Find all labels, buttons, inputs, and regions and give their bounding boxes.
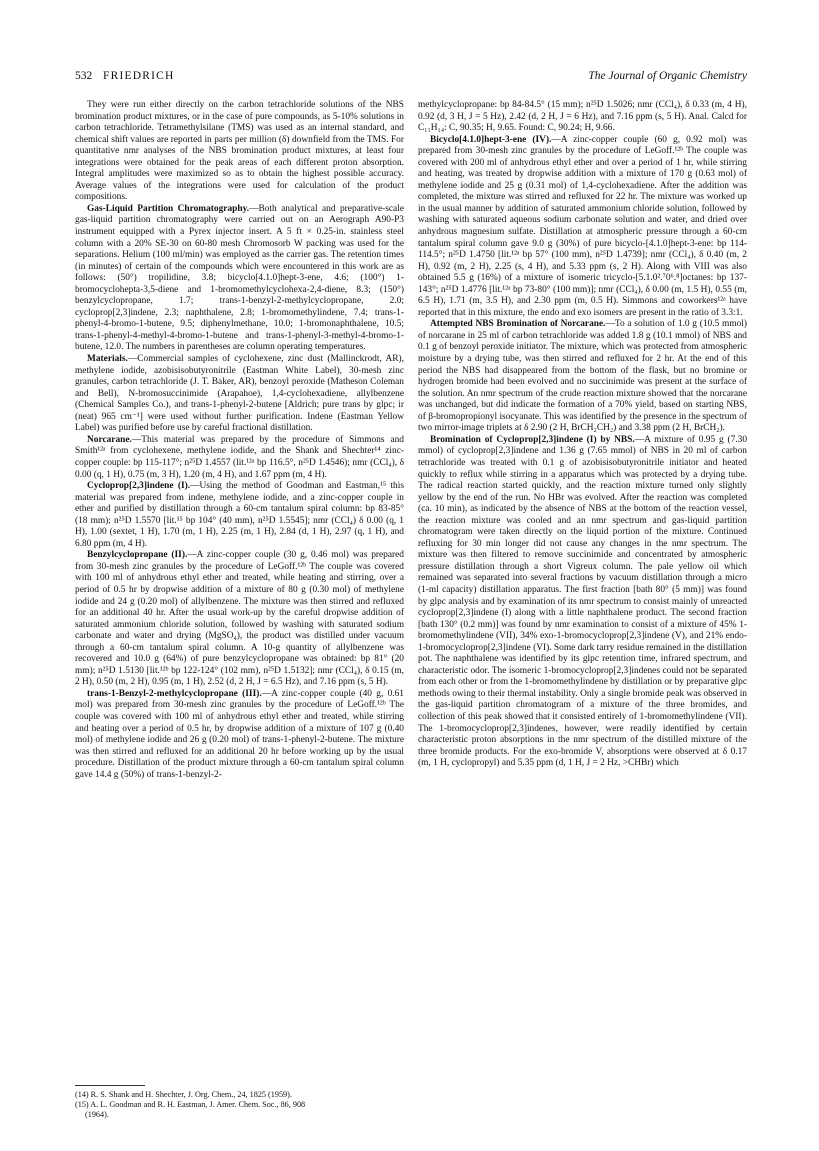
- page-header: [75, 70, 747, 88]
- paragraph: [418, 435, 747, 770]
- section-heading: Cycloprop[2,3]indene (I).: [87, 481, 191, 492]
- paragraph: [418, 319, 747, 434]
- paragraph: [75, 435, 404, 481]
- section-heading: Materials.: [87, 354, 128, 365]
- section-heading: Benzylcyclopropane (II).: [87, 550, 188, 561]
- section-heading: Bicyclo[4.1.0]hept-3-ene (IV).: [430, 134, 552, 145]
- paragraph: [418, 100, 747, 135]
- paragraph: [75, 481, 404, 550]
- section-heading: Attempted NBS Bromination of Norcarane.: [430, 319, 606, 330]
- paragraph: [75, 689, 404, 781]
- paragraph: [418, 135, 747, 320]
- footnote-15-continued: (1964).: [85, 1110, 109, 1119]
- paragraph-text: —Both analytical and preparative-scale gas-liquid partition chromatography were carried out on an Aerograph A90-P3 instrument equipped with a Pyrex injector insert. A 5 ft × 0.25-in. stainless steel column with a 20% SE-30 on 60-80 mesh Chromosorb W packing was used for the separations. Helium (100 ml/min) was employed as the carrier gas. The retention times (in minutes) of certain of the compounds which were encountered in this work are as follows: (50°) tropilidine, 3.8; bicyclo[4.1.0]hept-3-ene, 4.6; (100°) 1-bromocyclohepta-3,5-diene and 1-bromomethylcyclohexa-2,4-diene, 8.3; (150°) benzylcyclopropane, 1.7; trans-1-benzyl-2-methylcyclopropane, 2.0; cycloprop[2,3]indene, 2.3; naphthalene, 2.8; 1-bromomethylindene, 7.4; trans-1-phenyl-4-bromo-1-butene, 9.5; diphenylmethane, 10.0; 1-bromonaphthalene, 10.5; trans-1-phenyl-4-methyl-4-bromo-1-butene and trans-1-phenyl-3-methyl-4-bromo-1-butene, 12.0. The numbers in parentheses are column operating temperatures.: [75, 203, 404, 353]
- paragraph-text: They were run either directly on the carbon tetrachloride solutions of the NBS bromination product mixtures, or in the case of pure compounds, as 5-10% solutions in carbon tetrachloride. Tetramethylsilane (TMS) was used as an internal standard, and chemical shift values are reported in parts per million (δ) downfield from the TMS. For quantitative nmr analyses of the NBS bromination product mixtures, at least four integrations were obtained for the peak areas of each different proton absorption. Integral amplitudes were maximized so as to obtain the highest possible accuracy. Average values of the integrations were used for calculation of the product compositions.: [75, 100, 404, 203]
- paragraph-text: —A mixture of 0.95 g (7.30 mmol) of cycloprop[2,3]indene and 1.36 g (7.65 mmol) of NBS in 20 ml of carbon tetrachloride was treated with 0.1 g of azobisisobutyronitrile initiator and heated quickly to reflux while stirring in a apparatus which was protected by a drying tube. The radical reaction started quickly, and the reaction mixture turned only slightly yellow by the end of the run. No HBr was evolved. After the reaction was completed (ca. 10 min), as indicated by the absence of NBS at the bottom of the reaction vessel, the reaction mixture was cooled and an nmr spectrum and gas-liquid partition chromatogram were taken directly on the liquid portion of the mixture. Continued refluxing for 30 min longer did not cause any changes in the nmr spectrum. The mixture was then filtered to remove succinimide and concentrated by atmospheric pressure distillation through a short Vigreux column. The pale yellow oil which remained was separated into several fractions by vacuum distillation through a micro (1-ml capacity) distillation apparatus. The first fraction [bath 80° (5 mm)] was found by glpc analysis and by examination of its nmr spectrum to consist mainly of unreacted cycloprop[2,3]indene (I) along with a little naphthalene product. The second fraction [bath 130° (0.2 mm)] was found by nmr examination to consist of a mixture of 45% 1-bromomethylindene (VII), 34% exo-1-bromocycloprop[2,3]indene (V), and 21% endo-1-bromocycloprop[2,3]indene (VI). Some dark tarry residue remained in the distillation pot. The naphthalene was identified by its glpc retention time, infrared spectrum, and characteristic odor. The isomeric 1-bromocycloprop[2,3]indenes could not be separated from each other or from the 1-bromomethylindene by distillation or by preparative glpc methods owing to their thermal instability. Only a single bromide peak was observed in the gas-liquid partition chromatogram of a mixture of the three bromides, and collection of this peak showed that it consisted entirely of 1-bromomethylindene (VII). The 1-bromocycloprop[2,3]indenes, however, were readily identified by certain characteristic proton absorptions in the nmr spectrum of the distilled mixture of the three bromide products. For the exo-bromide V, absorptions were observed at δ 0.17 (m, 1 H, cyclopropyl) and 5.35 ppm (d, 1 H, J = 2 Hz, >CHBr) which: [418, 434, 748, 769]
- section-heading: Gas-Liquid Partition Chromatography.: [87, 203, 250, 214]
- paragraph-text: —To a solution of 1.0 g (10.5 mmol) of norcarane in 25 ml of carbon tetrachloride was added 1.8 g (10.1 mmol) of NBS and 0.1 g of benzoyl peroxide initiator. The mixture, which was protected from atmospheric moisture by a drying tube, was then stirred and refluxed for 2 hr. At the end of this period the NBS had disappeared from the bottom of the flask, but no bromine or hydrogen bromide had been evolved and no succinimide was present at the surface of the solution. An nmr spectrum of the crude reaction mixture showed that the norcarane was unchanged, but did indicate the formation of a 70% yield, based on starting NBS, of β-bromopropionyl isocyanate. This was identified by the presence in the spectrum of two mirror-image triplets at δ 2.90 (2 H, BrCH₂CH₂) and 3.38 ppm (2 H, BrCH₂).: [418, 319, 748, 434]
- right-column: [418, 100, 747, 770]
- paragraph-text: —Commercial samples of cyclohexene, zinc dust (Mallinckrodt, AR), methylene iodide, azobisisobutyronitrile (Eastman White Label), 30-mesh zinc granules, carbon tetrachloride (J. T. Baker, AR), benzoyl peroxide (Matheson Coleman and Bell), N-bromosuccinimide (Arapahoe), 1,4-cyclohexadiene, allylbenzene (Chemical Samples Co.), and trans-1-phenyl-2-butene [Aldrich; pure trans by glpc; ir (neat) 965 cm⁻¹] were used without further purification. Indene (Eastman Yellow Label) was purified before use by careful fractional distillation.: [75, 354, 404, 434]
- paragraph: [75, 354, 404, 435]
- paragraph-text: —A zinc-copper couple (40 g, 0.61 mol) was prepared from 30-mesh zinc granules by the procedure of LeGoff.¹²ᵇ The couple was covered with 100 ml of anhydrous ethyl ether and treated, while stirring and heating over a period of 0.5 hr, by dropwise addition of a mixture of 107 g (0.40 mol) of methylene iodide and 26 g (0.20 mol) of trans-1-phenyl-2-butene. The mixture was then stirred and refluxed for an additional 20 hr before working up by the usual procedure. Distillation of the product mixture through a 60-cm tantalum spiral column gave 14.4 g (50%) of trans-1-benzyl-2-: [75, 688, 404, 780]
- paragraph-text: —A zinc-copper couple (30 g, 0.46 mol) was prepared from 30-mesh zinc granules by the procedure of LeGoff.¹²ᵇ The couple was covered with 100 ml of anhydrous ethyl ether and treated, while heating and stirring, over a period of 0.5 hr by dropwise addition of a mixture of 80 g (0.30 mol) of methylene iodide and 24 g (0.20 mol) of allylbenzene. The mixture was then stirred and refluxed for an additional 40 hr. After the usual work-up by the careful dropwise addition of saturated ammonium chloride solution, followed by washing with saturated sodium carbonate and water and drying (MgSO₄), the product was distilled under vacuum through a 60-cm tantalum spiral column. A 10-g quantity of allylbenzene was recovered and 10.0 g (64%) of pure benzylcyclopropane was obtained: bp 81° (20 mm); n²⁵D 1.5130 [lit.¹²ᵇ bp 122-124° (102 mm), n²⁵D 1.5132]; nmr (CCl₄), δ 0.15 (m, 2 H), 0.50 (m, 2 H), 0.95 (m, 1 H), 2.52 (d, 2 H, J = 6.5 Hz), and 7.16 ppm (s, 5 H).: [75, 550, 404, 688]
- section-heading: Norcarane.: [87, 434, 132, 445]
- paragraph-text: —Using the method of Goodman and Eastman,¹⁵ this material was prepared from indene, methylene iodide, and a zinc-copper couple in ether and purified by distillation through a 60-cm tantalum spiral column: bp 83-85° (18 mm); n²⁵D 1.5570 [lit.¹⁵ bp 104° (40 mm), n²⁵D 1.5545]; nmr (CCl₄) δ 0.00 (q, 1 H), 1.00 (sextet, 1 H), 1.70 (m, 1 H), 2.25 (m, 1 H), 2.84 (d, 1 H), 2.97 (q, 1 H), and 6.80 ppm (m, 4 H).: [75, 481, 404, 549]
- section-heading: trans-1-Benzyl-2-methylcyclopropane (III).: [87, 688, 262, 699]
- left-column: [75, 100, 404, 781]
- page-number: 532: [75, 70, 93, 82]
- journal-title: The Journal of Organic Chemistry: [588, 70, 747, 82]
- section-heading: Bromination of Cycloprop[2,3]indene (I) by NBS.: [430, 434, 635, 445]
- footnote-15: (15) A. L. Goodman and R. H. Eastman, J. Amer. Chem. Soc., 86, 908: [75, 1100, 306, 1109]
- footnotes: [75, 1090, 404, 1120]
- footnote-divider: [75, 1085, 145, 1086]
- paragraph-text: methylcyclopropane: bp 84-84.5° (15 mm); n²⁵D 1.5026; nmr (CCl₄), δ 0.33 (m, 4 H), 0.92 (d, 3 H, J = 5 Hz), 2.42 (d, 2 H, J = 6 Hz), and 7.16 ppm (s, 5 H). Anal. Calcd for C₁₁H₁₄: C, 90.35; H, 9.65. Found: C, 90.24; H, 9.66.: [418, 100, 747, 134]
- paragraph-text: —This material was prepared by the procedure of Simmons and Smith¹²ᵃ from cyclohexene, methylene iodide, and the Shank and Shechter¹⁴ zinc-copper couple: bp 115-117°; n²⁵D 1.4557 (lit.¹²ᵃ bp 116.5°, n²⁵D 1.4546); nmr (CCl₄), δ 0.00 (q, 1 H), 0.75 (m, 3 H), 1.20 (m, 4 H), and 1.67 ppm (m, 4 H).: [75, 434, 404, 480]
- paragraph-text: —A zinc-copper couple (60 g, 0.92 mol) was prepared from 30-mesh zinc granules by the procedure of LeGoff.¹²ᵇ The couple was covered with 200 ml of anhydrous ethyl ether and over a period of 1 hr, while stirring and heating, was treated by dropwise addition with a mixture of 170 g (0.63 mol) of methylene iodide and 25 g (0.31 mol) of 1,4-cyclohexadiene. After the addition was completed, the mixture was stirred and refluxed for 22 hr. The mixture was worked up in the usual manner by addition of saturated ammonium chloride solution, followed by washing with saturated aqueous sodium carbonate solution and water, and dried over anhydrous magnesium sulfate. Distillation at atmospheric pressure through a 60-cm tantalum spiral column gave 9.0 g (30%) of pure bicyclo-[4.1.0]hept-3-ene: bp 114-114.5°; n²⁵D 1.4750 [lit.¹²ᵃ bp 57° (100 mm), n²⁵D 1.4739]; nmr (CCl₄), δ 0.40 (m, 2 H), 0.92 (m, 2 H), 2.25 (s, 4 H), and 5.33 ppm (s, 2 H). Along with VIII was also obtained 5.5 g (16%) of a mixture of isomeric tricyclo-[5.1.0².⁷0⁶.⁸]octanes: bp 137-143°; n²⁵D 1.4776 [lit.¹²ᵃ bp 73-80° (100 mm)]; nmr (CCl₄), δ 0.00 (m, 1.5 H), 0.55 (m, 6.5 H), 1.71 (m, 3.5 H), and 2.30 ppm (m, 0.5 H). Simmons and coworkers¹²ᵃ have reported that in this mixture, the endo and exo isomers are present in the ratio of 3.3:1.: [418, 134, 747, 318]
- paragraph: [75, 204, 404, 354]
- footnote-14: (14) R. S. Shank and H. Shechter, J. Org. Chem., 24, 1825 (1959).: [75, 1090, 292, 1099]
- running-head-author: FRIEDRICH: [103, 70, 175, 82]
- paragraph: [75, 550, 404, 689]
- paragraph: [75, 100, 404, 204]
